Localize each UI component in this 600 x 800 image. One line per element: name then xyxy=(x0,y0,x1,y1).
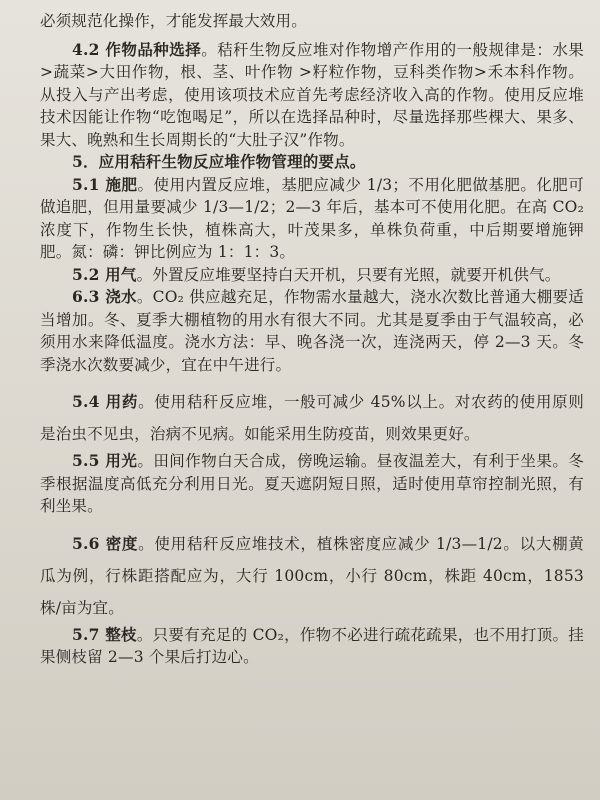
section-5-heading xyxy=(40,151,584,174)
section-text: 。秸秆生物反应堆对作物增产作用的一般规律是：水果>蔬菜>大田作物，根、茎、叶作物 >籽粒作物，豆科类作物>禾本科作物。从投入与产出考虑，使用该项技术应首先考虑经济收入高的作物。使用反应堆技术因能让作物“吃饱喝足”，所以在选择品种时，尽量选择那些棵大、果多、果大、晚熟和生长周期长的“大肚子汉”作物。 xyxy=(40,40,584,149)
section-lead: 4.2 作物品种选择 xyxy=(72,39,202,59)
section-lead: 5.4 用药 xyxy=(72,392,139,411)
paragraph-continuation xyxy=(40,10,584,33)
section-text: 。使用秸秆反应堆，一般可减少 45%以上。对农药的使用原则是治虫不见虫，治病不见病。如能采用生防疫苗，则效果更好。 xyxy=(40,393,584,443)
section-text: 。只要有充足的 CO₂，作物不必进行疏花疏果，也不用打顶。挂果侧枝留 2—3 个果后打边心。 xyxy=(40,625,585,666)
section-lead: 5.2 用气 xyxy=(72,264,137,284)
section-heading: 5．应用秸秆生物反应堆作物管理的要点。 xyxy=(72,152,366,171)
section-5-7 xyxy=(40,624,584,669)
section-text: 。田间作物白天合成，傍晚运输。昼夜温差大，有利于坐果。冬季根据温度高低充分利用日光。夏天遮阴短日照，适时使用草帘控制光照，有利坐果。 xyxy=(40,452,585,515)
section-lead: 5.1 施肥 xyxy=(72,174,138,194)
section-text: 。使用内置反应堆，基肥应减少 1/3；不用化肥做基肥。化肥可做追肥，但用量要减少 1/3—1/2；2—3 年后，基本可不使用化肥。在高 CO₂ 浓度下，作物生长快，植株高大，叶茂果多，单株负荷重，中后期要增施钾肥。氮：磷：钾比例应为 1：1：3。 xyxy=(40,175,585,261)
paragraph-text: 必须规范化操作，才能发挥最大效用。 xyxy=(40,12,307,30)
section-6-3 xyxy=(40,286,584,376)
section-lead: 5.6 密度 xyxy=(72,533,139,553)
section-5-1 xyxy=(40,174,584,264)
section-lead: 5.5 用光 xyxy=(72,451,138,470)
section-5-4 xyxy=(40,386,584,450)
section-5-5 xyxy=(40,450,584,518)
section-5-6 xyxy=(40,528,584,624)
section-4-2 xyxy=(40,39,584,152)
section-text: 。使用秸秆反应堆技术，植株密度应减少 1/3—1/2。以大棚黄瓜为例，行株距搭配应为，大行 100cm，小行 80cm，株距 40cm，1853 株/亩为宜。 xyxy=(40,534,584,617)
section-text: 。CO₂ 供应越充足，作物需水量越大，浇水次数比普通大棚要适当增加。冬、夏季大棚植物的用水有很大不同。尤其是夏季由于气温较高，必须用水来降低温度。浇水方法：早、晚各浇一次，连浇两天，停 2—3 天。冬季浇水次数要减少，宜在中午进行。 xyxy=(40,288,584,374)
section-lead: 5.7 整枝 xyxy=(72,624,137,644)
section-lead: 6.3 浇水 xyxy=(72,287,137,306)
section-5-2 xyxy=(40,264,584,287)
section-text: 。外置反应堆要坚持白天开机，只要有光照，就要开机供气。 xyxy=(136,265,561,284)
